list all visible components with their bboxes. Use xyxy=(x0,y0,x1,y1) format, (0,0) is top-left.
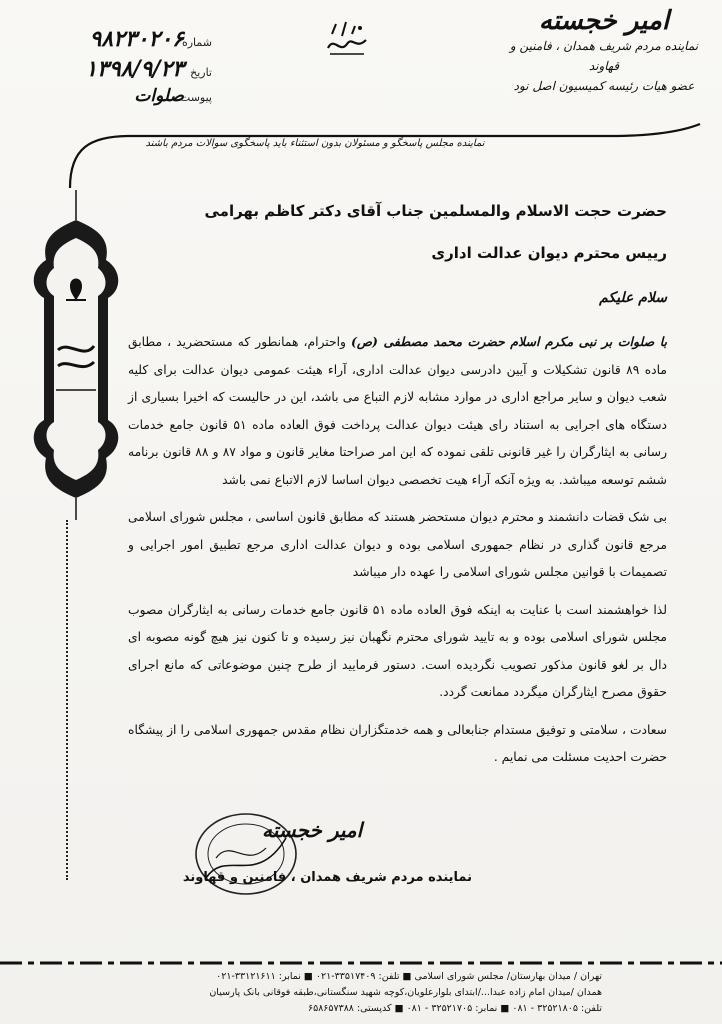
paragraph-3: لذا خواهشمند است با عنایت به اینکه فوق العاده ماده ۵۱ قانون جامع خدمات رسانی به ایثارگران مصوب مجلس شورای اسلامی بوده و به تایید شورای محترم نگهبان نیز رسیده و تا کنون نیز هیچ گونه مصوبه ای دال بر لغو قانون مذکور تصویب نگردیده است. دستور فرمایید از طرح چنین موضوعاتی که مانع اجرای حقوق مصرح ایثارگران میگردد ممانعت گردد. xyxy=(128,602,667,699)
greeting: سلام علیکم xyxy=(599,290,667,306)
attach-label: پیوست xyxy=(179,91,212,104)
footer-tehran-address: تهران / میدان بهارستان/ مجلس شورای اسلامی ■ تلفن: ۳۳۵۱۷۴۰۹-۰۲۱ ■ نمابر: ۳۳۱۲۱۶۱۱-۰۲۱ xyxy=(216,971,602,982)
footer-divider xyxy=(0,956,722,970)
letter-number: ۹۸۲۳۰۲۰۶ xyxy=(89,26,184,52)
letter-body xyxy=(128,200,667,782)
author-constituency: نماینده مردم شریف همدان ، فامنین و قهاوند xyxy=(509,39,699,73)
number-label: شماره xyxy=(181,36,212,49)
letterhead-author xyxy=(504,6,704,96)
meta-date-row xyxy=(62,56,212,86)
parliament-emblem-icon xyxy=(22,190,130,520)
paragraph-1-text: واحترام، همانطور که مستحضرید ، مطابق ماده ۸۹ قانون تشکیلات و آیین دادرسی دیوان عدالت اداری، آراء هیئت عمومی دیوان عدالت برای کلیه شعب دیوان و سایر مراجع اداری در موارد مشابه لازم التباع می باشد، این در حالیست که اخیرا بسیاری از دستگاه های اجرایی به استناد رای هیئت دیوان عدالت پرداخت فوق العاده ماده ۵۱ قانون جامع خدمات رسانی به ایثارگران را غیر قانونی تلقی نموده که این امر صراحتا مغایر قانون و مواد ۸۷ و ۸۸ قانون برنامه ششم توسعه میباشد. به ویژه آنکه آراء هیت تخصصی دیوان اساسا لازم الاتباع نمی باشد xyxy=(128,335,668,487)
paragraph-4: سعادت ، سلامتی و توفیق مستدام جنابعالی و همه خدمتگزاران نظام مقدس جمهوری اسلامی را از پیشگاه حضرت احدیت مسئلت می نمایم . xyxy=(128,722,667,764)
date-label: تاریخ xyxy=(190,66,212,79)
author-name: امیر خجسته xyxy=(538,6,670,36)
bismillah-calligraphy-icon xyxy=(322,14,372,62)
salutation-handwritten: با صلوات بر نبی مکرم اسلام حضرت محمد مصطفی (ص) xyxy=(351,334,667,349)
header-curve-divider xyxy=(0,118,722,188)
margin-dotted-line xyxy=(66,520,70,880)
meta-number-row xyxy=(62,26,212,56)
paragraph-1 xyxy=(128,328,667,494)
addressee-name: حضرت حجت الاسلام والمسلمین جناب آقای دکتر کاظم بهرامی xyxy=(204,202,667,220)
meta-attach-row xyxy=(62,86,212,116)
author-committee: عضو هیات رئیسه کمیسیون اصل نود xyxy=(513,79,695,93)
letter-meta xyxy=(62,26,212,116)
paragraph-2: بی شک قضات دانشمند و محترم دیوان مستحضر هستند که مطابق قانون اساسی ، مجلس شورای اسلامی مرجع قانون گذاری در نظام جمهوری اسلامی بوده و دیوان عدالت اداری مرجع تطبیق امور اجرایی و تصمیمات با قوانین مجلس شورای اسلامی را عهده دار میباشد xyxy=(128,510,667,579)
signature-title: نماینده مردم شریف همدان ، فامنین و قهاوند xyxy=(182,870,472,885)
letter-attachment: صلوات xyxy=(134,86,184,106)
signature-name: امیر خجسته xyxy=(262,818,363,842)
letter-date: ۱۳۹۸/۹/۲۳ xyxy=(85,56,184,82)
addressee-title: رییس محترم دیوان عدالت اداری xyxy=(431,244,667,262)
letterhead-motto: نماینده مجلس پاسخگو و مسئولان بدون استثناء باید پاسخگوی سوالات مردم باشند xyxy=(145,138,485,149)
footer-hamedan-address: همدان /میدان امام زاده عبدا.../ابتدای بلوارعلویان،کوچه شهید سنگستانی،طبقه فوقانی بانک پارسیان xyxy=(209,987,602,998)
footer-contact: تلفن: ۳۲۵۲۱۸۰۵ - ۰۸۱ ■ نمابر: ۳۲۵۲۱۷۰۵ - ۰۸۱ ■ کدپستی: ۶۵۸۶۵۷۳۸۸ xyxy=(307,1003,602,1014)
